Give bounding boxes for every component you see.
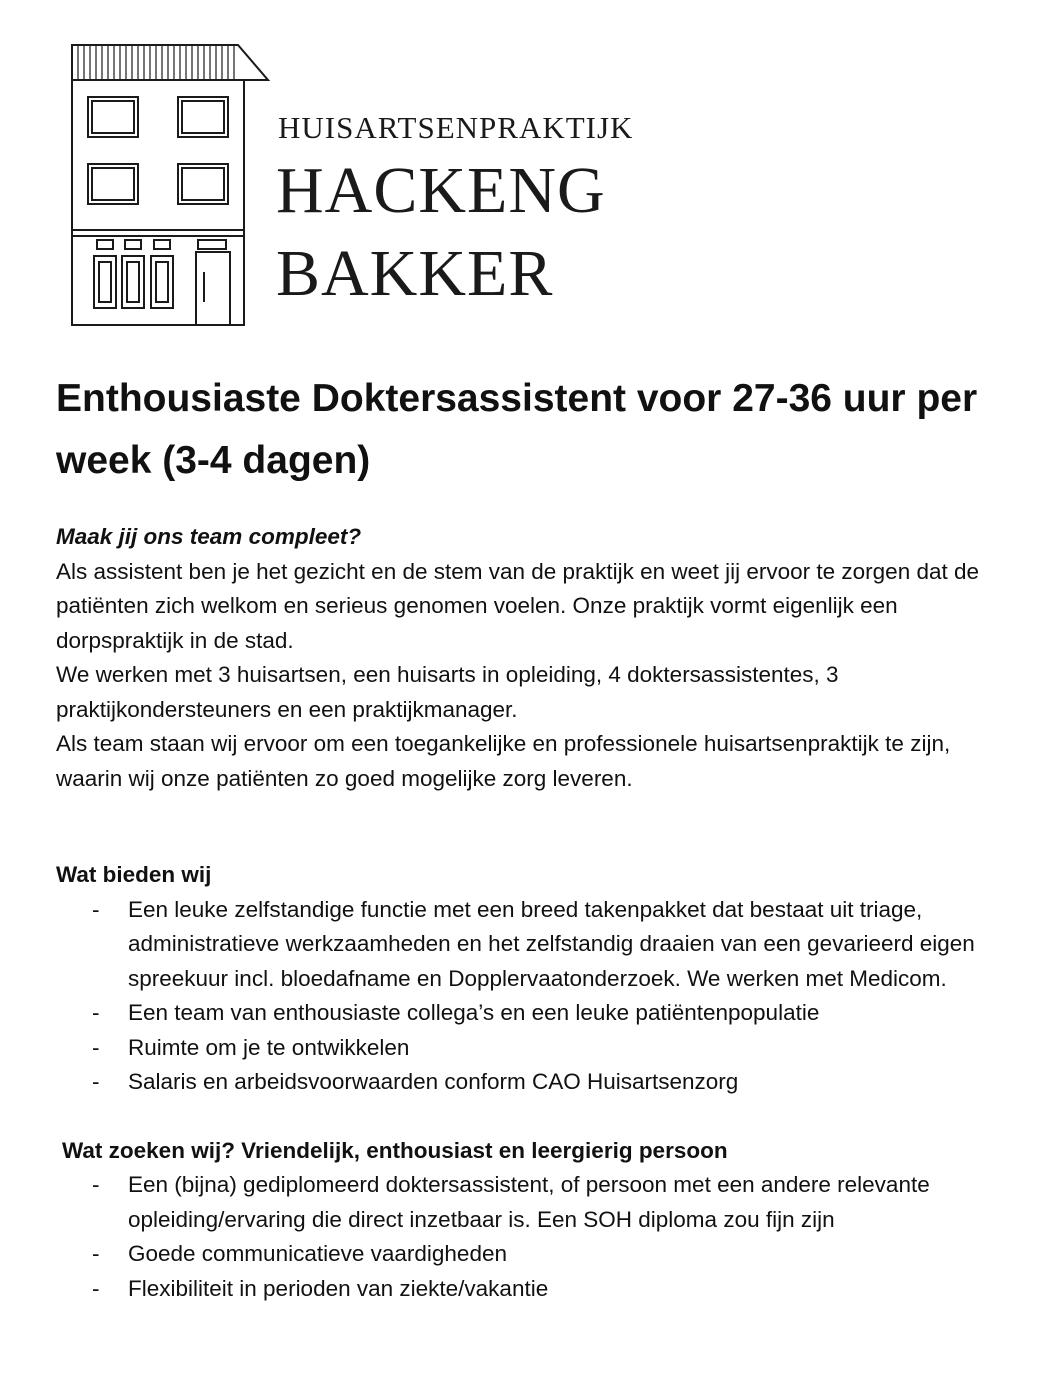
list-item xyxy=(56,893,986,997)
intro-paragraph: We werken met 3 huisartsen, een huisarts in opleiding, 4 doktersassistentes, 3 praktijkondersteuners en een praktijkmanager. xyxy=(56,662,839,722)
list-item-text: Flexibiliteit in perioden van ziekte/vakantie xyxy=(128,1275,549,1301)
list-item xyxy=(56,1168,986,1237)
practice-logo xyxy=(60,40,640,340)
practice-name-line-1: HACKENG xyxy=(276,154,606,227)
list-item-text: Salaris en arbeidsvoorwaarden conform CAO Huisartsenzorg xyxy=(128,1069,739,1094)
intro-paragraph: Als team staan wij ervoor om een toegankelijke en professionele huisartsenpraktijk te zijn, waarin wij onze patiënten zo goed mogelijke zorg leveren. xyxy=(56,731,951,791)
dash-bullet: - xyxy=(92,1275,100,1301)
vacancy-body xyxy=(56,520,986,1306)
list-item xyxy=(56,1272,986,1307)
list-item xyxy=(56,1031,986,1066)
seek-list xyxy=(56,1168,986,1306)
townhouse-building-icon xyxy=(60,40,280,340)
list-item xyxy=(56,996,986,1031)
dash-bullet: - xyxy=(92,1034,100,1060)
list-item-text: Ruimte om je te ontwikkelen xyxy=(128,1034,410,1060)
dash-bullet: - xyxy=(92,1069,100,1094)
intro-heading: Maak jij ons team compleet? xyxy=(56,524,362,549)
dash-bullet: - xyxy=(92,896,100,922)
spacer xyxy=(56,796,986,858)
seek-heading: Wat zoeken wij? Vriendelijk, enthousiast en leergierig persoon xyxy=(62,1137,728,1163)
offer-heading: Wat bieden wij xyxy=(56,862,212,887)
list-item-text: Een (bijna) gediplomeerd doktersassistent, of persoon met een andere relevante opleiding/ervaring die direct inzetbaar is. Een SOH diploma zou fijn zijn xyxy=(128,1172,930,1232)
list-item-text: Een leuke zelfstandige functie met een breed takenpakket dat bestaat uit triage, administratieve werkzaamheden en het zelfstandig draaien van een gevarieerd eigen spreekuur incl. bloedafname en Dopplervaatonderzoek. We werken met Medicom. xyxy=(128,896,975,991)
intro-paragraph: Als assistent ben je het gezicht en de stem van de praktijk en weet jij ervoor te zorgen dat de patiënten zich welkom en serieus genomen voelen. Onze praktijk vormt eigenlijk een dorpspraktijk in de stad. xyxy=(56,558,980,653)
dash-bullet: - xyxy=(92,1000,100,1025)
list-item-text: Goede communicatieve vaardigheden xyxy=(128,1241,507,1266)
dash-bullet: - xyxy=(92,1172,100,1197)
practice-name-prefix: HUISARTSENPRAKTIJK xyxy=(278,110,634,145)
spacer xyxy=(56,1100,986,1134)
offer-list xyxy=(56,893,986,1100)
practice-name-line-2: BAKKER xyxy=(276,237,554,310)
list-item xyxy=(56,1237,986,1272)
job-title: Enthousiaste Doktersassistent voor 27-36 uur per week (3-4 dagen) xyxy=(56,377,978,482)
list-item xyxy=(56,1065,986,1100)
list-item-text: Een team van enthousiaste collega’s en een leuke patiëntenpopulatie xyxy=(128,1000,820,1025)
dash-bullet: - xyxy=(92,1241,100,1266)
